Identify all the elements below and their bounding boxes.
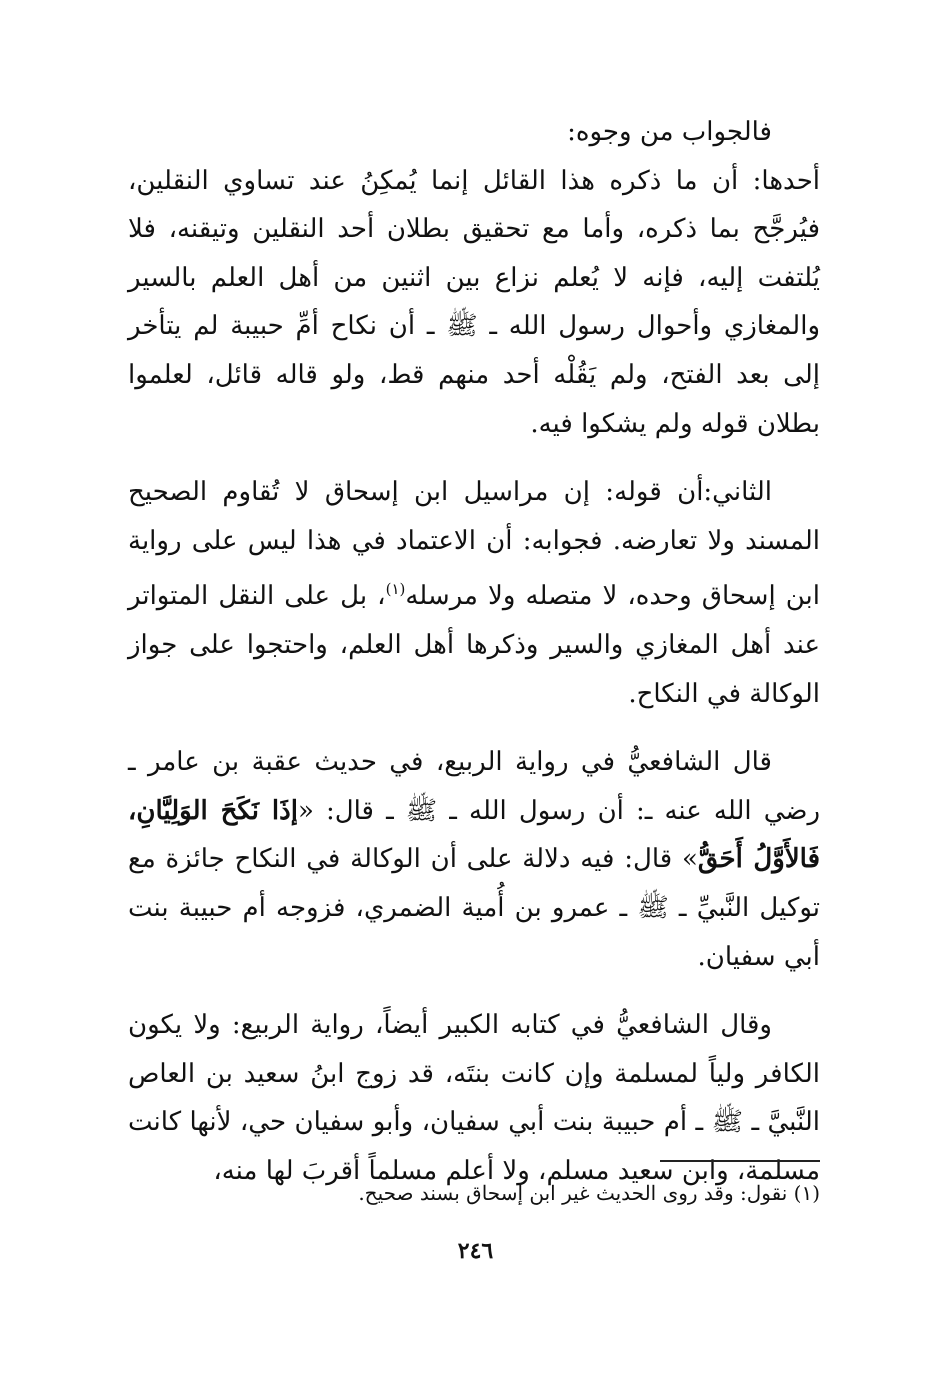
- paragraph-intro: فالجواب من وجوه:: [567, 117, 772, 147]
- paragraph-gap: [128, 718, 820, 738]
- paragraph-first-point: أحدها: أن ما ذكره هذا القائل إنما يُمكِنُ عند تساوي النقلين، فيُرجَّح بما ذكره، وأما مع تحقيق بطلان أحد النقلين وتيقنه، فلا يُلتفت إليه، فإنه لا يُعلم نزاع بين اثنين من أهل العلم بالسير والمغازي وأحوال رسول الله ـ ﷺ ـ أن نكاح أمِّ حبيبة لم يتأخر إلى بعد الفتح، ولم يَقُلْه أحد منهم قط، ولو قاله قائل، لعلموا بطلان قوله ولم يشكوا فيه.: [128, 165, 820, 439]
- paragraph-gap: [128, 981, 820, 1001]
- footnote-separator: [660, 1160, 820, 1162]
- footnote-reference: (١): [385, 580, 406, 599]
- paragraph-second-point: [128, 468, 820, 718]
- paragraph-gap: [128, 448, 820, 468]
- body-text: [128, 108, 820, 1195]
- hadith-quote: إذَا نَكَحَ الوَلِيَّانِ، فَالأَوَّلُ أَحَقُّ: [128, 795, 820, 875]
- paragraph-shafii-quote: [128, 738, 820, 981]
- page-number: ٢٤٦: [457, 1238, 494, 1264]
- paragraph-second-point-text-a: الثاني:أن قوله: إن مراسيل ابن إسحاق لا تُقاوم الصحيح المسند ولا تعارضه. فجوابه: أن الاعتماد في هذا ليس على رواية ابن إسحاق وحده، لا متصله ولا مرسله: [128, 477, 821, 612]
- paragraph-shafii-kitab: وقال الشافعيُّ في كتابه الكبير أيضاً، رواية الربيع: ولا يكون الكافر ولياً لمسلمة وإن كانت بنتَه، قد زوج ابنُ سعيد بن العاص النَّبيَّ ـ ﷺ ـ أم حبيبة بنت أبي سفيان، وأبو سفيان حي، لأنها كانت مسلمة، وابن سعيد مسلم، ولا أعلم مسلماً أقربَ لها منه،: [128, 1010, 821, 1186]
- paragraph-shafii-text-b: » قال: فيه دلالة على أن الوكالة في النكاح جائزة مع توكيل النَّبيِّ ـ ﷺ ـ عمرو بن أُمية الضمري، فزوجه أم حبيبة بنت أبي سفيان.: [128, 844, 820, 972]
- paragraph-shafii-text-a: قال الشافعيُّ في رواية الربيع، في حديث عقبة بن عامر ـ رضي الله عنه ـ: أن رسول الله ـ ﷺ ـ قال: «: [128, 747, 821, 826]
- footnote: (١) نقول: وقد روى الحديث غير ابن إسحاق بسند صحيح.: [358, 1181, 820, 1205]
- paragraph-second-point-text-b: ، بل على النقل المتواتر عند أهل المغازي والسير وذكرها أهل العلم، واحتجوا على جواز الوكالة في النكاح.: [128, 581, 820, 709]
